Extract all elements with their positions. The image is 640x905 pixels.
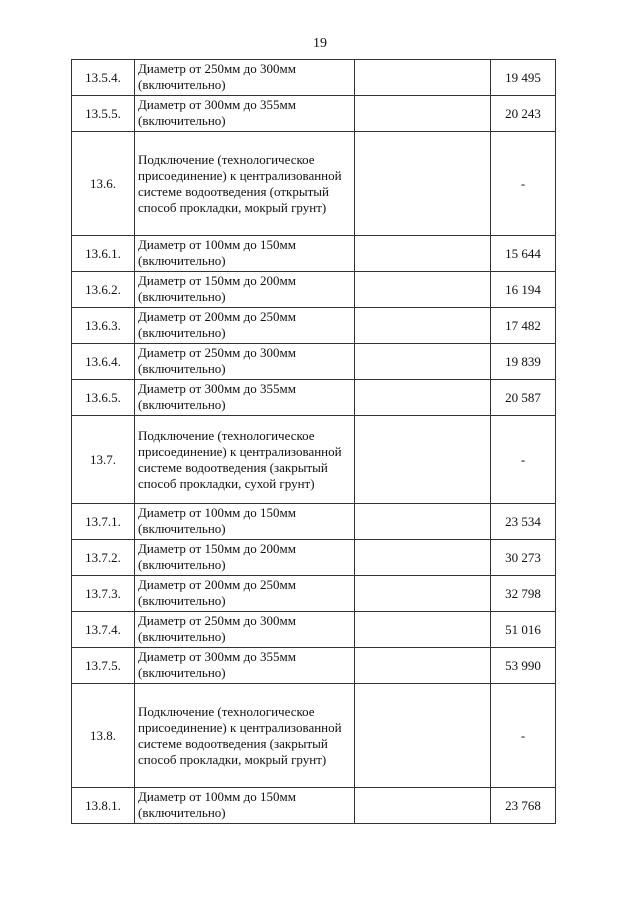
table-row xyxy=(72,380,556,416)
empty-cell xyxy=(355,612,491,648)
item-description: Диаметр от 300мм до 355мм (включительно) xyxy=(135,380,355,416)
table-row xyxy=(72,684,556,788)
empty-cell xyxy=(355,540,491,576)
empty-cell xyxy=(355,344,491,380)
item-price: 53 990 xyxy=(491,648,556,684)
item-description: Диаметр от 100мм до 150мм (включительно) xyxy=(135,504,355,540)
table-row xyxy=(72,540,556,576)
item-price: - xyxy=(491,684,556,788)
item-number: 13.8.1. xyxy=(72,788,135,824)
table-row xyxy=(72,132,556,236)
item-description: Диаметр от 300мм до 355мм (включительно) xyxy=(135,648,355,684)
item-price: 19 839 xyxy=(491,344,556,380)
item-price: - xyxy=(491,132,556,236)
item-number: 13.7.4. xyxy=(72,612,135,648)
item-description: Подключение (технологическое присоединение) к централизованной системе водоотведения (закрытый способ прокладки, мокрый грунт) xyxy=(135,684,355,788)
item-description: Диаметр от 250мм до 300мм (включительно) xyxy=(135,612,355,648)
empty-cell xyxy=(355,576,491,612)
item-price: 16 194 xyxy=(491,272,556,308)
empty-cell xyxy=(355,684,491,788)
table-row xyxy=(72,612,556,648)
empty-cell xyxy=(355,272,491,308)
item-price: - xyxy=(491,416,556,504)
item-number: 13.7.5. xyxy=(72,648,135,684)
item-description: Диаметр от 250мм до 300мм (включительно) xyxy=(135,60,355,96)
item-number: 13.5.4. xyxy=(72,60,135,96)
item-price: 20 587 xyxy=(491,380,556,416)
item-number: 13.8. xyxy=(72,684,135,788)
table-row xyxy=(72,576,556,612)
item-price: 23 768 xyxy=(491,788,556,824)
empty-cell xyxy=(355,504,491,540)
item-description: Диаметр от 100мм до 150мм (включительно) xyxy=(135,236,355,272)
item-number: 13.7.3. xyxy=(72,576,135,612)
table-row xyxy=(72,504,556,540)
item-description: Диаметр от 200мм до 250мм (включительно) xyxy=(135,576,355,612)
item-price: 23 534 xyxy=(491,504,556,540)
item-description: Диаметр от 150мм до 200мм (включительно) xyxy=(135,272,355,308)
item-price: 15 644 xyxy=(491,236,556,272)
item-number: 13.7.1. xyxy=(72,504,135,540)
item-number: 13.6.4. xyxy=(72,344,135,380)
item-description: Подключение (технологическое присоединение) к централизованной системе водоотведения (открытый способ прокладки, мокрый грунт) xyxy=(135,132,355,236)
table-row xyxy=(72,788,556,824)
item-number: 13.7. xyxy=(72,416,135,504)
empty-cell xyxy=(355,648,491,684)
item-price: 20 243 xyxy=(491,96,556,132)
item-description: Диаметр от 100мм до 150мм (включительно) xyxy=(135,788,355,824)
empty-cell xyxy=(355,380,491,416)
item-number: 13.6.2. xyxy=(72,272,135,308)
table-row xyxy=(72,308,556,344)
tariff-table xyxy=(71,59,556,824)
table-row xyxy=(72,60,556,96)
item-number: 13.6. xyxy=(72,132,135,236)
item-description: Диаметр от 200мм до 250мм (включительно) xyxy=(135,308,355,344)
table-row xyxy=(72,648,556,684)
item-number: 13.7.2. xyxy=(72,540,135,576)
item-number: 13.5.5. xyxy=(72,96,135,132)
item-price: 51 016 xyxy=(491,612,556,648)
item-description: Подключение (технологическое присоединение) к централизованной системе водоотведения (закрытый способ прокладки, сухой грунт) xyxy=(135,416,355,504)
empty-cell xyxy=(355,416,491,504)
empty-cell xyxy=(355,60,491,96)
item-description: Диаметр от 250мм до 300мм (включительно) xyxy=(135,344,355,380)
empty-cell xyxy=(355,788,491,824)
page-number: 19 xyxy=(313,36,327,51)
item-price: 17 482 xyxy=(491,308,556,344)
item-number: 13.6.5. xyxy=(72,380,135,416)
empty-cell xyxy=(355,96,491,132)
table-row xyxy=(72,416,556,504)
empty-cell xyxy=(355,236,491,272)
empty-cell xyxy=(355,308,491,344)
item-description: Диаметр от 150мм до 200мм (включительно) xyxy=(135,540,355,576)
empty-cell xyxy=(355,132,491,236)
item-price: 30 273 xyxy=(491,540,556,576)
table-row xyxy=(72,272,556,308)
item-number: 13.6.3. xyxy=(72,308,135,344)
item-price: 32 798 xyxy=(491,576,556,612)
table-row xyxy=(72,236,556,272)
item-price: 19 495 xyxy=(491,60,556,96)
item-number: 13.6.1. xyxy=(72,236,135,272)
item-description: Диаметр от 300мм до 355мм (включительно) xyxy=(135,96,355,132)
table-row xyxy=(72,96,556,132)
table-row xyxy=(72,344,556,380)
